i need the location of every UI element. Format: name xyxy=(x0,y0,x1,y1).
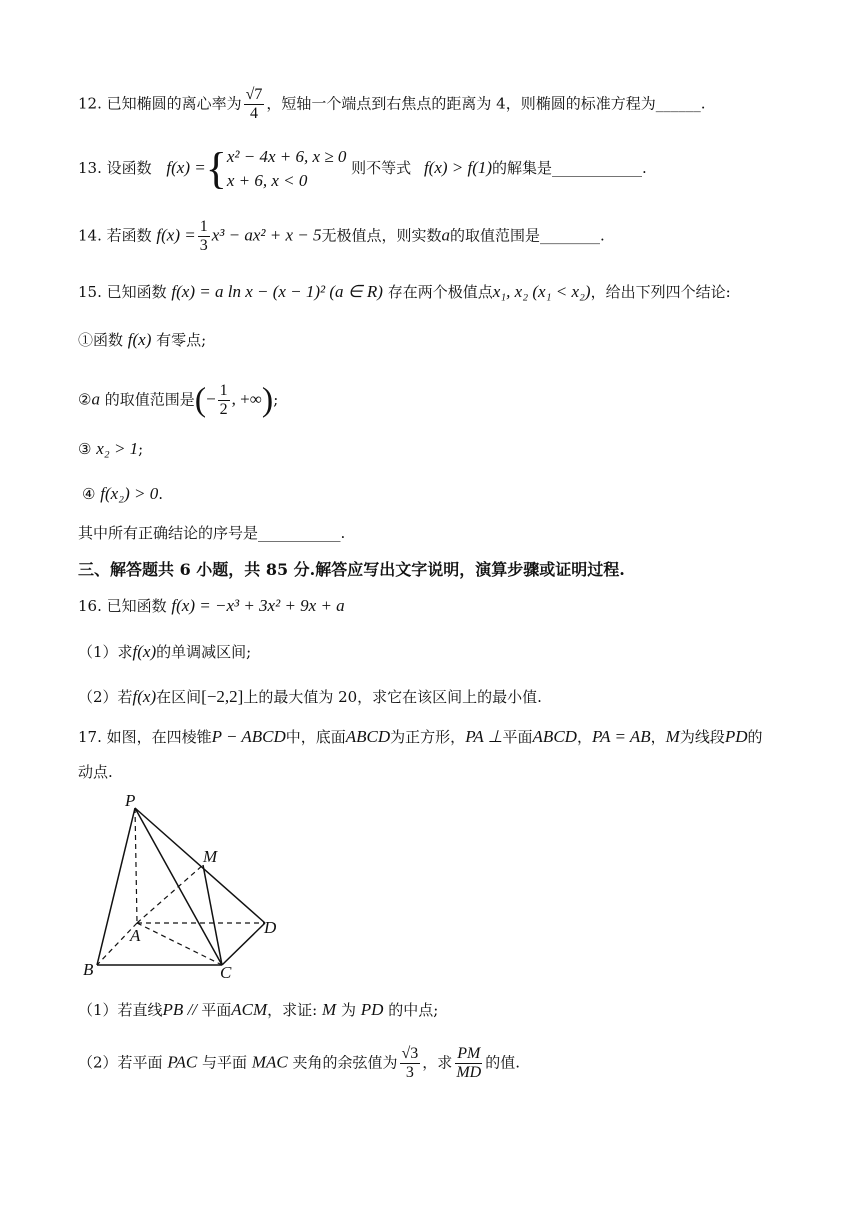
label-b: B xyxy=(83,960,94,979)
q17-p2-ratio-den: MD xyxy=(456,1064,482,1081)
q12-eccentricity-fraction xyxy=(244,86,265,123)
q17-text-e: ， xyxy=(576,728,592,746)
q15-c2-rparen: ) xyxy=(261,381,274,419)
q12-text-suffix: ，短轴一个端点到右焦点的距离为 4，则椭圆的标准方程为______. xyxy=(266,94,706,113)
q13-text-prefix: 13. 设函数 xyxy=(78,159,152,177)
q17-pd: PD xyxy=(724,727,748,746)
q12-frac-den: 4 xyxy=(250,105,259,122)
q12-text-prefix: 12. 已知椭圆的离心率为 xyxy=(78,94,242,113)
q13-cases xyxy=(227,145,347,193)
q15-text-middle: 存在两个极值点 xyxy=(387,283,493,301)
q15-c2-frac-den: 2 xyxy=(219,401,228,418)
q15-c2-lparen: ( xyxy=(194,381,207,419)
question-15 xyxy=(78,282,731,302)
q17-p2-prefix: （2）若平面 xyxy=(78,1053,163,1072)
q15-c4-prefix: ④ xyxy=(82,485,96,503)
q17-p2-pac: PAC xyxy=(167,1052,198,1072)
q17-text-d: 平面 xyxy=(502,728,533,746)
q17-pyramid: P − ABCD xyxy=(211,727,286,746)
q17-m: M xyxy=(665,727,680,746)
label-a: A xyxy=(130,926,141,945)
pyramid-figure xyxy=(0,790,300,990)
label-d: D xyxy=(264,918,277,937)
q15-c2-suffix: ; xyxy=(273,390,279,409)
q17-p2-ratio-num: PM xyxy=(457,1045,481,1062)
q17-p1-prefix: （1）若直线 xyxy=(78,1001,163,1019)
q14-frac-den: 3 xyxy=(199,237,208,254)
question-14 xyxy=(78,218,605,255)
q15-conclusion-3 xyxy=(78,439,143,459)
section-3-heading: 三、解答题共 6 小题，共 85 分.解答应写出文字说明，演算步骤或证明过程. xyxy=(78,560,625,579)
q16-p1-fx: f(x) xyxy=(132,642,157,661)
q16-p1-suffix: 的单调减区间; xyxy=(156,643,252,661)
q16-p2-middle: 在区间 xyxy=(156,688,202,706)
q17-text-a: 17. 如图，在四棱锥 xyxy=(78,728,212,746)
q15-points: x₁, x₂ (x₁ < x₂) xyxy=(492,282,591,301)
q16-part-2 xyxy=(78,687,542,707)
q15-c1-fx: f(x) xyxy=(127,330,152,349)
q17-text-g: 为线段 xyxy=(679,728,725,746)
question-12 xyxy=(78,86,706,123)
q15-answer-text: 其中所有正确结论的序号是___________. xyxy=(78,524,346,542)
q16-p2-prefix: （2）若 xyxy=(78,688,133,706)
q17-p2-frac-num: √3 xyxy=(401,1045,419,1062)
q13-case2: x + 6, x < 0 xyxy=(226,171,308,190)
question-16 xyxy=(78,596,345,616)
q15-c2-minus: − xyxy=(206,389,216,409)
q15-text-prefix: 15. 已知函数 xyxy=(78,283,167,301)
q13-fx: f(x) = xyxy=(166,158,206,177)
q15-c3-expr: x₂ > 1 xyxy=(96,439,139,458)
q14-fx: f(x) = xyxy=(156,225,196,245)
q13-text-suffix: 的解集是____________. xyxy=(492,159,647,177)
q15-c1-prefix: ①函数 xyxy=(78,331,124,349)
q17-text-f: ， xyxy=(650,728,666,746)
label-m: M xyxy=(203,847,218,866)
question-17 xyxy=(78,727,763,747)
q17-perp: PA ⊥ xyxy=(465,727,503,746)
q15-c2-fraction xyxy=(218,382,230,419)
q17-part-1 xyxy=(78,1000,438,1020)
q15-c4-suffix: . xyxy=(158,485,163,503)
q15-c2-middle: 的取值范围是 xyxy=(104,390,195,409)
q15-c2-rest: , +∞ xyxy=(231,389,262,409)
q15-c3-suffix: ; xyxy=(138,440,144,458)
q14-a: a xyxy=(441,225,450,245)
q15-c1-suffix: 有零点; xyxy=(156,331,207,349)
q14-expr: x³ − ax² + x − 5 xyxy=(211,225,322,245)
q15-c3-prefix: ③ xyxy=(78,440,92,458)
q13-brace: { xyxy=(205,144,227,193)
q13-case1: x² − 4x + 6, x ≥ 0 xyxy=(226,147,347,166)
q17-p2-frac-den: 3 xyxy=(405,1064,414,1081)
q17-p2-ratio-fraction xyxy=(454,1045,483,1082)
q17-p1-middle: 平面 xyxy=(201,1001,232,1019)
q14-text-suffix: 的取值范围是________. xyxy=(449,226,605,245)
edge-pd xyxy=(135,808,265,923)
edge-cd xyxy=(222,923,265,965)
q17-eq: PA = AB xyxy=(591,727,651,746)
label-p: P xyxy=(125,791,136,810)
q15-text-suffix: ，给出下列四个结论: xyxy=(590,283,731,301)
q17-p2-mac: MAC xyxy=(251,1052,288,1072)
q14-fraction xyxy=(198,218,210,255)
q17-text-h: 的 xyxy=(747,728,763,746)
q16-p2-fx: f(x) xyxy=(132,687,157,706)
edge-mc xyxy=(203,865,222,965)
q17-line-2: 动点. xyxy=(78,763,113,781)
edge-ac xyxy=(137,923,222,965)
label-c: C xyxy=(220,963,232,982)
q15-c2-a: a xyxy=(91,389,100,409)
q17-text-b: 中，底面 xyxy=(285,728,346,746)
q12-frac-num: √7 xyxy=(245,86,263,103)
q14-text-middle: 无极值点，则实数 xyxy=(321,226,442,245)
q16-part-1 xyxy=(78,642,251,662)
q13-text-middle: 则不等式 xyxy=(351,159,412,177)
q15-conclusion-4 xyxy=(82,484,163,504)
q17-p1-pb: PB // xyxy=(162,1000,202,1019)
q17-p1-suffix: 的中点; xyxy=(388,1001,439,1019)
q16-p1-prefix: （1）求 xyxy=(78,643,133,661)
q16-p2-interval: [−2,2] xyxy=(201,687,244,706)
q16-expr: f(x) = −x³ + 3x² + 9x + a xyxy=(171,596,345,615)
edge-pa xyxy=(135,808,137,923)
q17-text-c: 为正方形， xyxy=(390,728,466,746)
q15-conclusion-1 xyxy=(78,330,206,350)
q15-c4-expr: f(x₂) > 0 xyxy=(100,484,159,503)
q15-c2-prefix: ② xyxy=(78,390,92,409)
question-13 xyxy=(78,145,647,193)
q15-answer-line xyxy=(78,523,345,543)
q17-p1-mid2: ，求证: xyxy=(267,1001,318,1019)
q14-frac-num: 1 xyxy=(199,218,208,235)
q16-text-prefix: 16. 已知函数 xyxy=(78,597,167,615)
q15-c2-frac-num: 1 xyxy=(219,382,228,399)
q17-p2-suffix: 的值. xyxy=(485,1053,520,1072)
q17-p2-mid2: 夹角的余弦值为 xyxy=(292,1053,398,1072)
q17-p1-acm: ACM xyxy=(231,1000,268,1019)
q14-text-prefix: 14. 若函数 xyxy=(78,226,152,245)
q15-conclusion-2 xyxy=(78,382,278,419)
q15-expr: f(x) = a ln x − (x − 1)² (a ∈ R) xyxy=(171,282,383,301)
q13-inequality: f(x) > f(1) xyxy=(423,158,493,177)
q17-abcd: ABCD xyxy=(345,727,391,746)
q17-part-2 xyxy=(78,1045,520,1082)
q17-p1-pd: PD xyxy=(360,1000,384,1019)
q17-p2-mid3: ，求 xyxy=(422,1053,453,1072)
q17-p2-middle: 与平面 xyxy=(202,1053,248,1072)
q16-p2-suffix: 上的最大值为 20，求它在该区间上的最小值. xyxy=(243,688,542,706)
q17-p1-mid3: 为 xyxy=(340,1001,356,1019)
q17-p2-cosine-fraction xyxy=(400,1045,421,1082)
q17-abcd-2: ABCD xyxy=(532,727,577,746)
q17-p1-m: M xyxy=(322,1000,337,1019)
